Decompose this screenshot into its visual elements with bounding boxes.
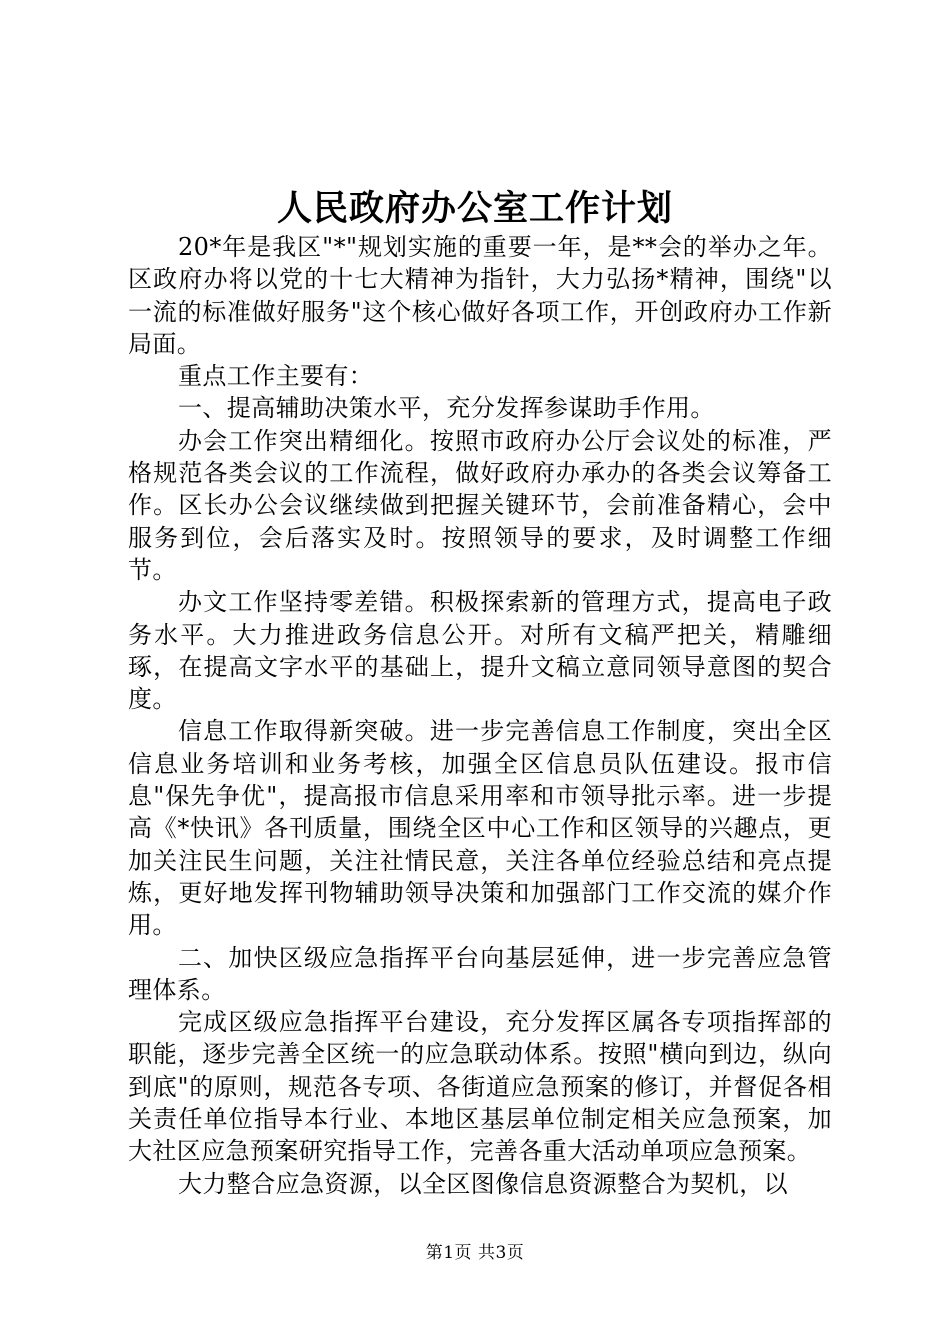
paragraph-document-work: 办文工作坚持零差错。积极探索新的管理方式，提高电子政务水平。大力推进政务信息公开。对所有文稿严把关，精雕细琢，在提高文字水平的基础上，提升文稿立意同领导意图的契合度。 xyxy=(128,588,832,714)
document-title: 人民政府办公室工作计划 xyxy=(276,188,673,229)
section-heading-1: 一、提高辅助决策水平，充分发挥参谋助手作用。 xyxy=(178,394,715,423)
section-heading-2: 二、加快区级应急指挥平台向基层延伸，进一步完善应急管理体系。 xyxy=(128,943,832,1004)
document-body xyxy=(128,231,832,1200)
paragraph-emergency-resources: 大力整合应急资源，以全区图像信息资源整合为契机，以 xyxy=(178,1169,788,1198)
page-footer: 第1页 共3页 xyxy=(425,1243,525,1263)
paragraph-intro: 20*年是我区"*"规划实施的重要一年，是**会的举办之年。区政府办将以党的十七大精神为指针，大力弘扬*精神，围绕"以一流的标准做好服务"这个核心做好各项工作，开创政府办工作新局面。 xyxy=(128,233,832,358)
paragraph-meeting-work: 办会工作突出精细化。按照市政府办公厅会议处的标准，严格规范各类会议的工作流程，做好政府办承办的各类会议筹备工作。区长办公会议继续做到把握关键环节，会前准备精心，会中服务到位，会后落实及时。按照领导的要求，及时调整工作细节。 xyxy=(128,426,832,584)
paragraph-information-work: 信息工作取得新突破。进一步完善信息工作制度，突出全区信息业务培训和业务考核，加强全区信息员队伍建设。报市信息"保先争优"，提高报市信息采用率和市领导批示率。进一步提高《*快讯》各刊质量，围绕全区中心工作和区领导的兴趣点，更加关注民生问题，关注社情民意，关注各单位经验总结和亮点提炼，更好地发挥刊物辅助领导决策和加强部门工作交流的媒介作用。 xyxy=(128,717,832,940)
paragraph-key-work-heading: 重点工作主要有： xyxy=(178,362,374,391)
paragraph-emergency-platform: 完成区级应急指挥平台建设，充分发挥区属各专项指挥部的职能，逐步完善全区统一的应急联动体系。按照"横向到边，纵向到底"的原则，规范各专项、各街道应急预案的修订，并督促各相关责任单位指导本行业、本地区基层单位制定相关应急预案，加大社区应急预案研究指导工作，完善各重大活动单项应急预案。 xyxy=(128,1008,832,1166)
